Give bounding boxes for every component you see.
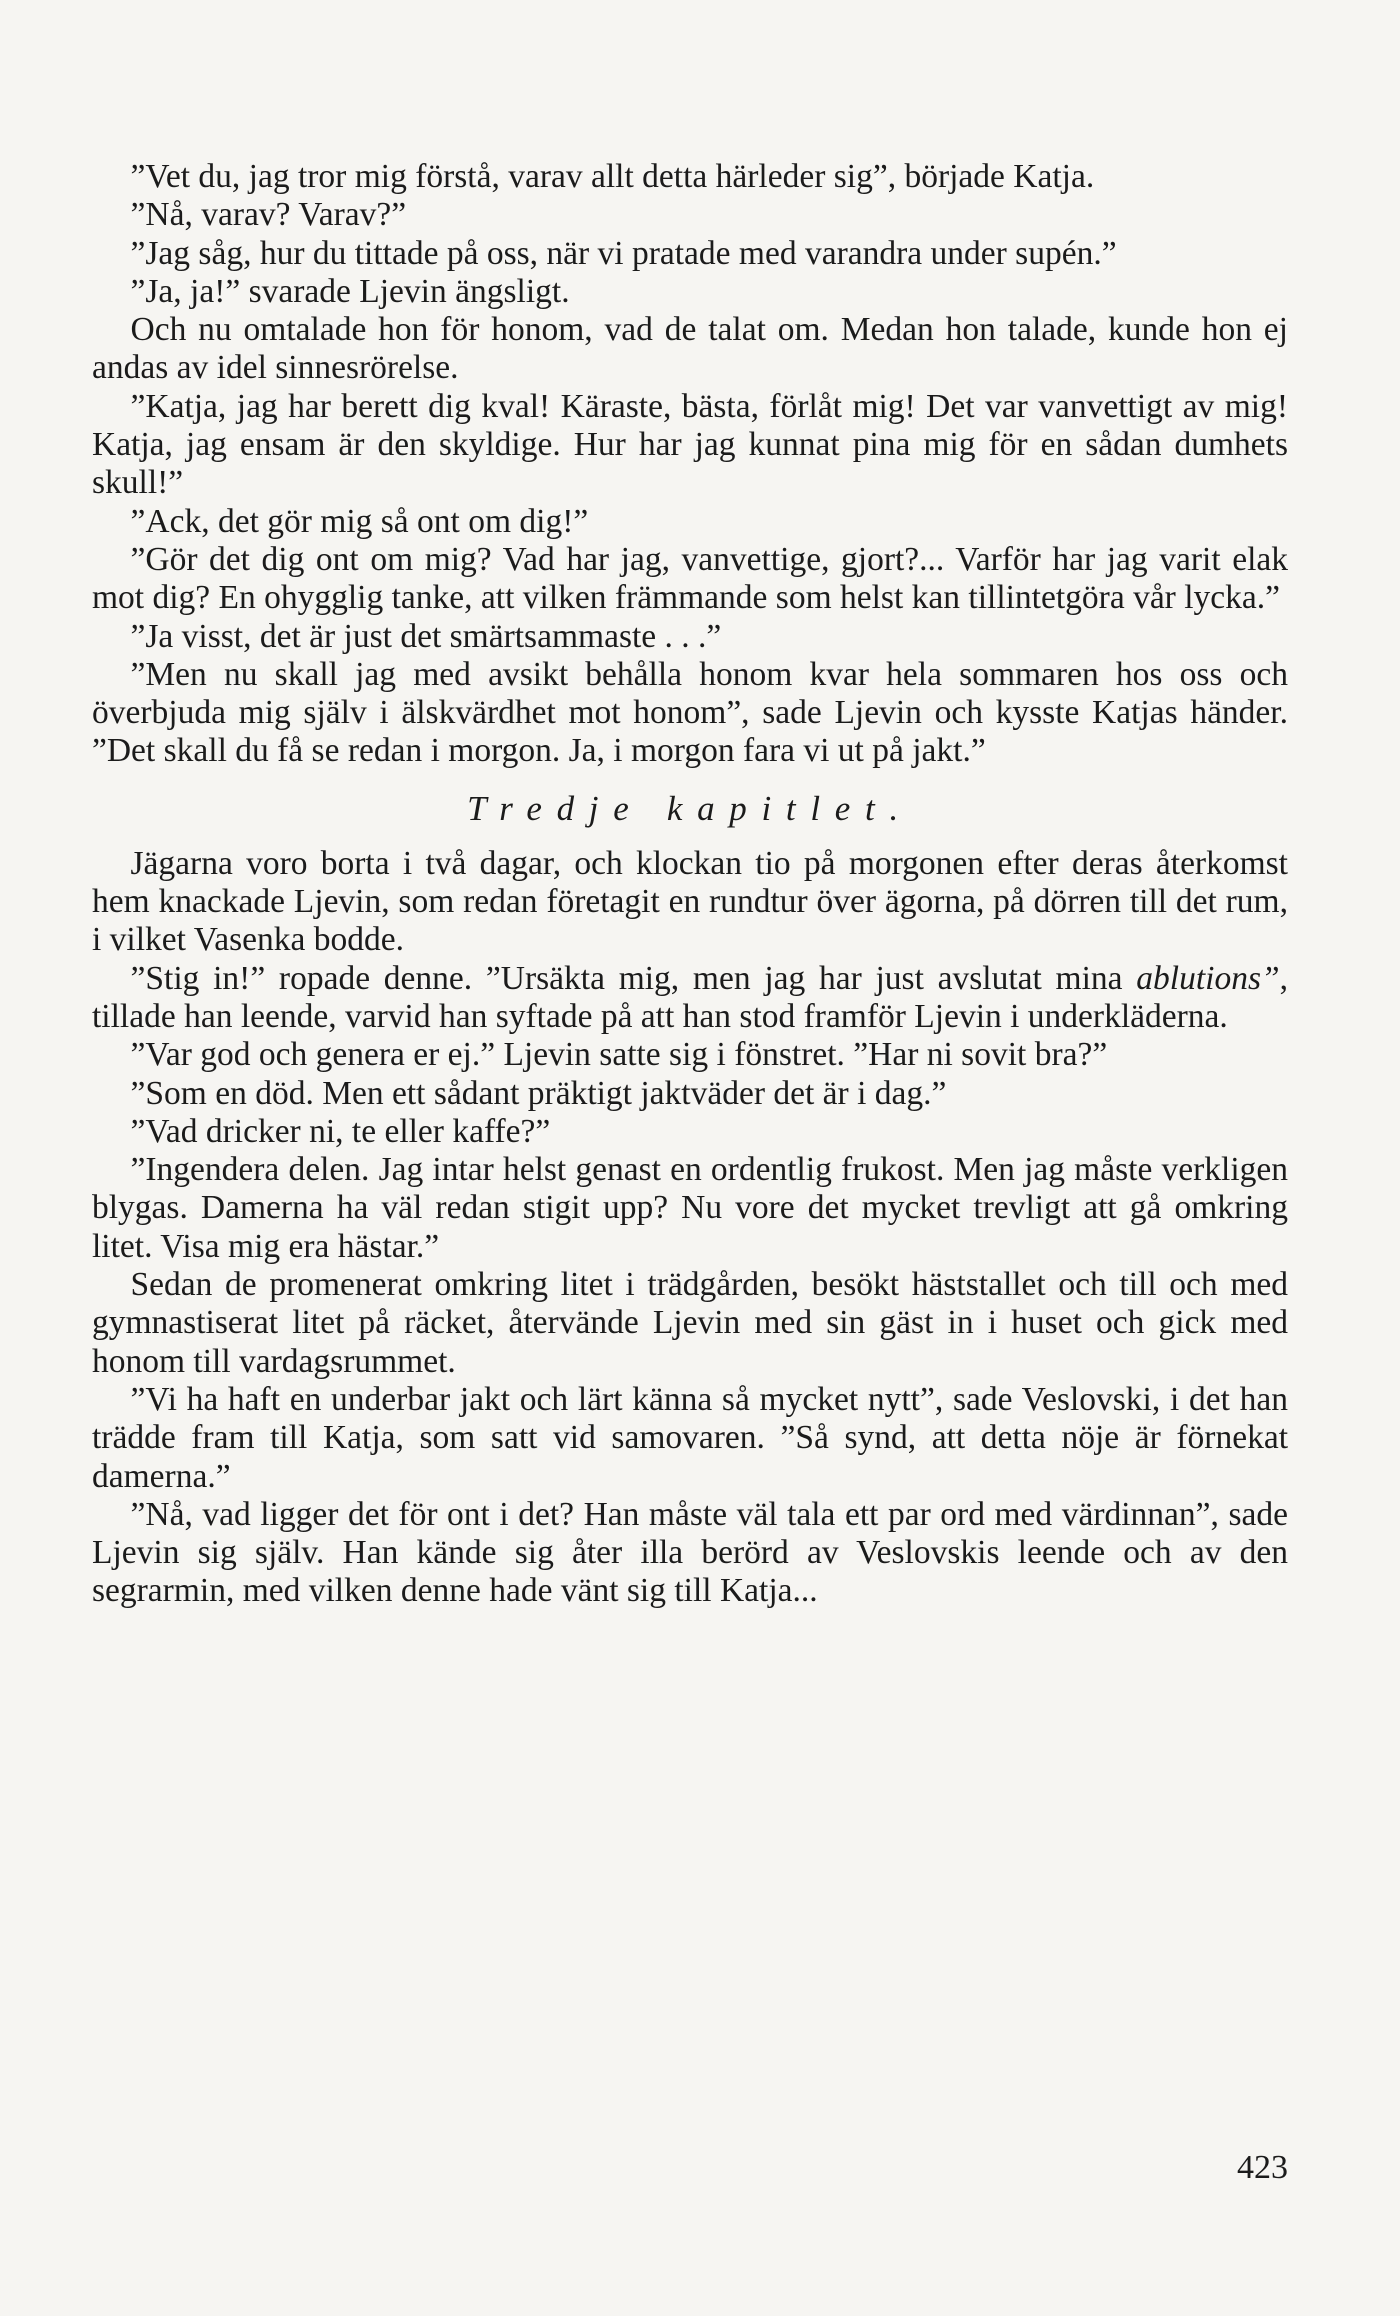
chapter-heading: Tredje kapitlet.: [467, 788, 913, 828]
paragraph: ”Ja visst, det är just det smärtsammaste . . .”: [130, 617, 722, 655]
paragraph: ”Som en död. Men ett sådant präktigt jaktväder det är i dag.”: [130, 1074, 947, 1112]
paragraph: ”Nå, vad ligger det för ont i det? Han måste väl tala ett par ord med värdinnan”, sade Ljevin sig själv. Han kände sig åter illa berörd av Veslovskis leende och av den segrarmin, med vilken denne hade vänt sig till Katja...: [92, 1495, 1288, 1610]
page-number: 423: [1237, 2149, 1288, 2186]
paragraph: ”Vet du, jag tror mig förstå, varav allt detta härleder sig”, började Katja.: [130, 158, 1095, 195]
paragraph: ”Men nu skall jag med avsikt behålla honom kvar hela sommaren hos oss och överbjuda mig själv i älskvärdhet mot honom”, sade Ljevin och kysste Katjas händer. ”Det skall du få se redan i morgon. Ja, i morgon fara vi ut på jakt.”: [92, 655, 1288, 770]
paragraph: ”Vad dricker ni, te eller kaffe?”: [130, 1112, 551, 1150]
paragraph: Sedan de promenerat omkring litet i trädgården, besökt häststallet och till och med gymnastiserat litet på räcket, återvände Ljevin med sin gäst in i huset och gick med honom till vardagsrummet.: [92, 1266, 1288, 1380]
italic-word-ablutions: ablutions”: [1136, 959, 1280, 997]
paragraph: Och nu omtalade hon för honom, vad de talat om. Medan hon talade, kunde hon ej andas av idel sinnesrörelse.: [92, 311, 1288, 387]
paragraph: ”Var god och genera er ej.” Ljevin satte sig i fönstret. ”Har ni sovit bra?”: [130, 1036, 1108, 1074]
paragraph: ”Ack, det gör mig så ont om dig!”: [130, 502, 589, 540]
paragraph: Jägarna voro borta i två dagar, och klockan tio på morgonen efter deras återkomst hem knackade Ljevin, som redan företagit en rundtur över ägorna, på dörren till det rum, i vilket Vasenka bodde.: [92, 844, 1288, 959]
paragraph-with-italic: [92, 960, 1288, 1037]
paragraph: ”Nå, varav? Varav?”: [130, 196, 407, 234]
paragraph: ”Gör det dig ont om mig? Vad har jag, vanvettige, gjort?... Varför har jag varit elak mot dig? En ohygglig tanke, att vilken främmande som helst kan tillintetgöra vår lycka.”: [92, 540, 1288, 617]
paragraph: ”Ingendera delen. Jag intar helst genast en ordentlig frukost. Men jag måste verkligen blygas. Damerna ha väl redan stigit upp? Nu vore det mycket trevligt att gå omkring litet. Visa mig era hästar.”: [92, 1151, 1288, 1265]
paragraph-segment: , tillade han leende, varvid han syftade på att han stod framför Ljevin i underkläderna.: [92, 959, 1288, 1035]
paragraph: ”Vi ha haft en underbar jakt och lärt känna så mycket nytt”, sade Veslovski, i det han trädde fram till Katja, som satt vid samovaren. ”Så synd, att detta nöje är förnekat damerna.”: [92, 1380, 1288, 1495]
paragraph: ”Ja, ja!” svarade Ljevin ängsligt.: [130, 272, 570, 310]
book-page: [92, 158, 1288, 1611]
paragraph: ”Katja, jag har berett dig kval! Käraste, bästa, förlåt mig! Det var vanvettigt av mig! Katja, jag ensam är den skyldige. Hur har jag kunnat pina mig för en sådan dumhets skull!”: [92, 387, 1288, 502]
paragraph: ”Jag såg, hur du tittade på oss, när vi pratade med varandra under supén.”: [130, 234, 1117, 272]
paragraph-segment: ”Stig in!” ropade denne. ”Ursäkta mig, men jag har just avslutat mina: [130, 959, 1137, 997]
